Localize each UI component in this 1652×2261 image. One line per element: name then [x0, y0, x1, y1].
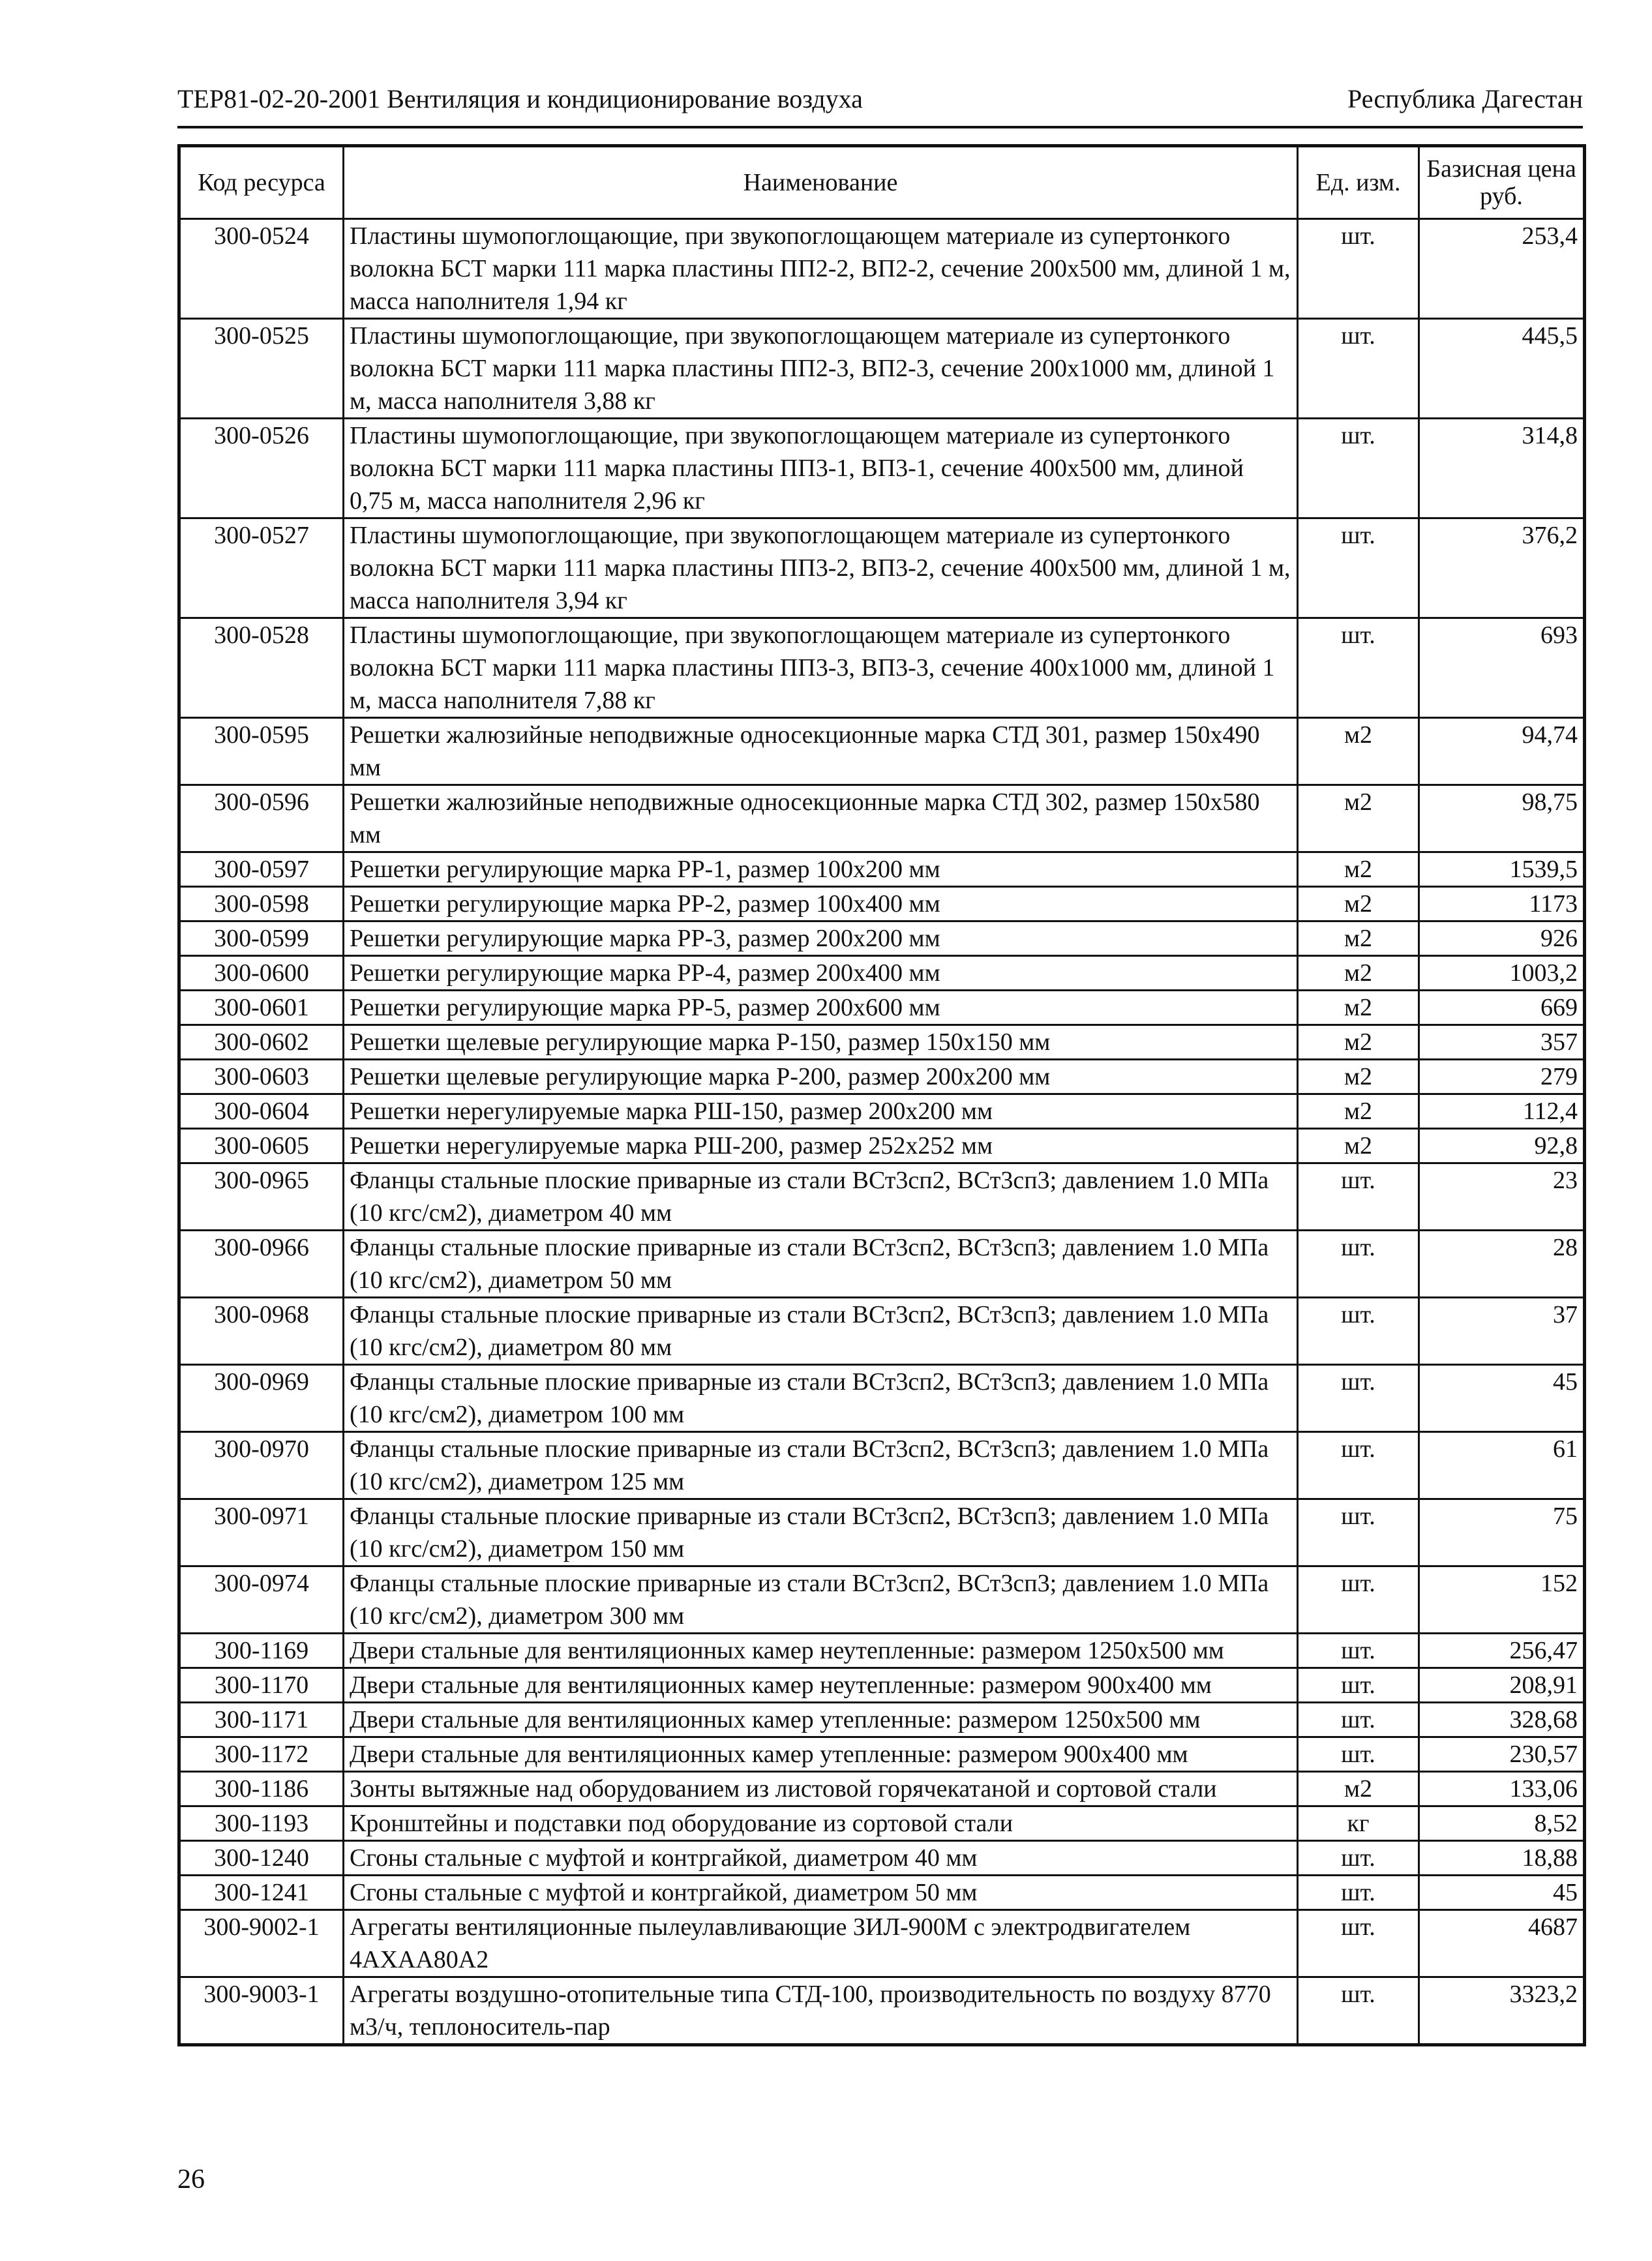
base-price-cell: 61 [1419, 1432, 1585, 1499]
resource-code-cell: 300-1172 [179, 1737, 344, 1772]
resource-name-cell: Решетки жалюзийные неподвижные односекционные марка СТД 301, размер 150х490 мм [344, 718, 1298, 785]
table-row [179, 785, 1585, 852]
table-row [179, 1668, 1585, 1703]
table-row [179, 1841, 1585, 1876]
base-price-cell: 1539,5 [1419, 852, 1585, 887]
resource-code-cell: 300-0602 [179, 1025, 344, 1060]
resource-code-cell: 300-0526 [179, 419, 344, 518]
unit-cell: шт. [1298, 219, 1419, 319]
table-row [179, 1703, 1585, 1737]
base-price-cell: 133,06 [1419, 1772, 1585, 1806]
resource-name-cell: Сгоны стальные с муфтой и контргайкой, диаметром 50 мм [344, 1876, 1298, 1910]
unit-cell: шт. [1298, 319, 1419, 419]
column-header-price: Базисная цена руб. [1419, 146, 1585, 219]
table-row [179, 1876, 1585, 1910]
base-price-cell: 23 [1419, 1163, 1585, 1231]
table-row [179, 1163, 1585, 1231]
resource-code-cell: 300-0605 [179, 1129, 344, 1163]
base-price-cell: 94,74 [1419, 718, 1585, 785]
table-row [179, 1737, 1585, 1772]
base-price-cell: 152 [1419, 1566, 1585, 1634]
resource-code-cell: 300-0527 [179, 518, 344, 618]
base-price-cell: 92,8 [1419, 1129, 1585, 1163]
unit-cell: шт. [1298, 618, 1419, 718]
unit-cell: м2 [1298, 1129, 1419, 1163]
resource-name-cell: Пластины шумопоглощающие, при звукопоглощающем материале из супертонкого волокна БСТ марки 111 марка пластины ПП3-3, ВП3-3, сечение 400х1000 мм, длиной 1 м, масса наполнителя 7,88 кг [344, 618, 1298, 718]
resource-code-cell: 300-0965 [179, 1163, 344, 1231]
resource-code-cell: 300-1193 [179, 1806, 344, 1841]
resource-code-cell: 300-0525 [179, 319, 344, 419]
resource-code-cell: 300-1171 [179, 1703, 344, 1737]
resource-code-cell: 300-0599 [179, 921, 344, 956]
resource-name-cell: Двери стальные для вентиляционных камер утепленные: размером 900х400 мм [344, 1737, 1298, 1772]
table-row [179, 852, 1585, 887]
resource-name-cell: Пластины шумопоглощающие, при звукопоглощающем материале из супертонкого волокна БСТ марки 111 марка пластины ПП2-2, ВП2-2, сечение 200х500 мм, длиной 1 м, масса наполнителя 1,94 кг [344, 219, 1298, 319]
unit-cell: шт. [1298, 1365, 1419, 1432]
resource-code-cell: 300-0595 [179, 718, 344, 785]
resource-name-cell: Решетки нерегулируемые марка РШ-200, размер 252х252 мм [344, 1129, 1298, 1163]
resource-name-cell: Решетки нерегулируемые марка РШ-150, размер 200х200 мм [344, 1094, 1298, 1129]
unit-cell: м2 [1298, 852, 1419, 887]
base-price-cell: 357 [1419, 1025, 1585, 1060]
resource-name-cell: Фланцы стальные плоские приварные из стали ВСт3сп2, ВСт3сп3; давлением 1.0 МПа (10 кгс/см2), диаметром 40 мм [344, 1163, 1298, 1231]
base-price-cell: 208,91 [1419, 1668, 1585, 1703]
column-header-name: Наименование [344, 146, 1298, 219]
resource-code-cell: 300-0966 [179, 1231, 344, 1298]
unit-cell: шт. [1298, 518, 1419, 618]
base-price-cell: 18,88 [1419, 1841, 1585, 1876]
resource-name-cell: Решетки регулирующие марка РР-3, размер 200х200 мм [344, 921, 1298, 956]
resource-name-cell: Фланцы стальные плоские приварные из стали ВСт3сп2, ВСт3сп3; давлением 1.0 МПа (10 кгс/см2), диаметром 150 мм [344, 1499, 1298, 1566]
resource-code-cell: 300-1186 [179, 1772, 344, 1806]
region-label: Республика Дагестан [1347, 84, 1583, 113]
unit-cell: шт. [1298, 1703, 1419, 1737]
base-price-cell: 75 [1419, 1499, 1585, 1566]
base-price-cell: 693 [1419, 618, 1585, 718]
base-price-cell: 45 [1419, 1876, 1585, 1910]
unit-cell: шт. [1298, 1737, 1419, 1772]
resource-code-cell: 300-0969 [179, 1365, 344, 1432]
base-price-cell: 279 [1419, 1060, 1585, 1094]
base-price-cell: 3323,2 [1419, 1977, 1585, 2045]
resource-name-cell: Кронштейны и подставки под оборудование из сортовой стали [344, 1806, 1298, 1841]
resource-code-cell: 300-0604 [179, 1094, 344, 1129]
unit-cell: шт. [1298, 1910, 1419, 1977]
unit-cell: шт. [1298, 1298, 1419, 1365]
resource-code-cell: 300-0600 [179, 956, 344, 991]
resource-code-cell: 300-0601 [179, 991, 344, 1025]
resource-code-cell: 300-0524 [179, 219, 344, 319]
table-row [179, 956, 1585, 991]
table-row [179, 419, 1585, 518]
table-row [179, 1634, 1585, 1668]
table-row [179, 991, 1585, 1025]
base-price-cell: 98,75 [1419, 785, 1585, 852]
resource-code-cell: 300-0968 [179, 1298, 344, 1365]
table-row [179, 518, 1585, 618]
unit-cell: м2 [1298, 1025, 1419, 1060]
resource-name-cell: Агрегаты воздушно-отопительные типа СТД-100, производительность по воздуху 8770 м3/ч, теплоноситель-пар [344, 1977, 1298, 2045]
resource-code-cell: 300-0528 [179, 618, 344, 718]
resource-name-cell: Фланцы стальные плоские приварные из стали ВСт3сп2, ВСт3сп3; давлением 1.0 МПа (10 кгс/см2), диаметром 300 мм [344, 1566, 1298, 1634]
resource-name-cell: Фланцы стальные плоские приварные из стали ВСт3сп2, ВСт3сп3; давлением 1.0 МПа (10 кгс/см2), диаметром 100 мм [344, 1365, 1298, 1432]
resource-name-cell: Двери стальные для вентиляционных камер неутепленные: размером 1250х500 мм [344, 1634, 1298, 1668]
resource-name-cell: Двери стальные для вентиляционных камер неутепленные: размером 900х400 мм [344, 1668, 1298, 1703]
resource-code-cell: 300-0596 [179, 785, 344, 852]
table-row [179, 1025, 1585, 1060]
table-row [179, 1231, 1585, 1298]
resource-name-cell: Решетки щелевые регулирующие марка Р-200, размер 200х200 мм [344, 1060, 1298, 1094]
resource-code-cell: 300-0598 [179, 887, 344, 921]
base-price-cell: 926 [1419, 921, 1585, 956]
base-price-cell: 4687 [1419, 1910, 1585, 1977]
table-row [179, 1499, 1585, 1566]
unit-cell: шт. [1298, 1163, 1419, 1231]
table-row [179, 887, 1585, 921]
column-header-code: Код ресурса [179, 146, 344, 219]
page-header [177, 83, 1583, 123]
resource-name-cell: Сгоны стальные с муфтой и контргайкой, диаметром 40 мм [344, 1841, 1298, 1876]
resource-name-cell: Агрегаты вентиляционные пылеулавливающие ЗИЛ-900М с электродвигателем 4АХАА80А2 [344, 1910, 1298, 1977]
resource-name-cell: Фланцы стальные плоские приварные из стали ВСт3сп2, ВСт3сп3; давлением 1.0 МПа (10 кгс/см2), диаметром 80 мм [344, 1298, 1298, 1365]
header-rule [177, 126, 1583, 128]
page-number: 26 [177, 2164, 205, 2194]
resource-code-cell: 300-9002-1 [179, 1910, 344, 1977]
unit-cell: м2 [1298, 718, 1419, 785]
resource-name-cell: Двери стальные для вентиляционных камер утепленные: размером 1250х500 мм [344, 1703, 1298, 1737]
resource-code-cell: 300-0974 [179, 1566, 344, 1634]
base-price-cell: 28 [1419, 1231, 1585, 1298]
resource-name-cell: Решетки регулирующие марка РР-4, размер 200х400 мм [344, 956, 1298, 991]
resource-name-cell: Фланцы стальные плоские приварные из стали ВСт3сп2, ВСт3сп3; давлением 1.0 МПа (10 кгс/см2), диаметром 125 мм [344, 1432, 1298, 1499]
base-price-cell: 376,2 [1419, 518, 1585, 618]
table-row [179, 1365, 1585, 1432]
resource-code-cell: 300-0971 [179, 1499, 344, 1566]
resource-name-cell: Решетки жалюзийные неподвижные односекционные марка СТД 302, размер 150х580 мм [344, 785, 1298, 852]
table-header-row [179, 146, 1585, 219]
resource-name-cell: Фланцы стальные плоские приварные из стали ВСт3сп2, ВСт3сп3; давлением 1.0 МПа (10 кгс/см2), диаметром 50 мм [344, 1231, 1298, 1298]
base-price-cell: 256,47 [1419, 1634, 1585, 1668]
table-row [179, 921, 1585, 956]
resource-code-cell: 300-0597 [179, 852, 344, 887]
base-price-cell: 37 [1419, 1298, 1585, 1365]
table-row [179, 219, 1585, 319]
base-price-cell: 230,57 [1419, 1737, 1585, 1772]
table-row [179, 1129, 1585, 1163]
unit-cell: м2 [1298, 785, 1419, 852]
document-title: ТЕР81-02-20-2001 Вентиляция и кондиционирование воздуха [177, 84, 863, 113]
unit-cell: м2 [1298, 1772, 1419, 1806]
table-row [179, 319, 1585, 419]
unit-cell: шт. [1298, 1876, 1419, 1910]
resource-code-cell: 300-1169 [179, 1634, 344, 1668]
table-row [179, 1298, 1585, 1365]
resource-name-cell: Решетки регулирующие марка РР-1, размер 100х200 мм [344, 852, 1298, 887]
table-body [179, 219, 1585, 2045]
resource-name-cell: Зонты вытяжные над оборудованием из листовой горячекатаной и сортовой стали [344, 1772, 1298, 1806]
table-row [179, 618, 1585, 718]
unit-cell: шт. [1298, 1231, 1419, 1298]
table-row [179, 1060, 1585, 1094]
resource-name-cell: Пластины шумопоглощающие, при звукопоглощающем материале из супертонкого волокна БСТ марки 111 марка пластины ПП2-3, ВП2-3, сечение 200х1000 мм, длиной 1 м, масса наполнителя 3,88 кг [344, 319, 1298, 419]
column-header-unit: Ед. изм. [1298, 146, 1419, 219]
resource-name-cell: Решетки щелевые регулирующие марка Р-150, размер 150х150 мм [344, 1025, 1298, 1060]
table-row [179, 1094, 1585, 1129]
resource-code-cell: 300-1241 [179, 1876, 344, 1910]
unit-cell: м2 [1298, 956, 1419, 991]
resource-code-cell: 300-1170 [179, 1668, 344, 1703]
table-row [179, 1566, 1585, 1634]
resource-code-cell: 300-9003-1 [179, 1977, 344, 2045]
unit-cell: м2 [1298, 921, 1419, 956]
base-price-cell: 314,8 [1419, 419, 1585, 518]
resource-name-cell: Пластины шумопоглощающие, при звукопоглощающем материале из супертонкого волокна БСТ марки 111 марка пластины ПП3-2, ВП3-2, сечение 400х500 мм, длиной 1 м, масса наполнителя 3,94 кг [344, 518, 1298, 618]
unit-cell: м2 [1298, 991, 1419, 1025]
resource-code-cell: 300-1240 [179, 1841, 344, 1876]
unit-cell: шт. [1298, 419, 1419, 518]
unit-cell: шт. [1298, 1634, 1419, 1668]
base-price-cell: 445,5 [1419, 319, 1585, 419]
unit-cell: кг [1298, 1806, 1419, 1841]
table-row [179, 1806, 1585, 1841]
unit-cell: шт. [1298, 1977, 1419, 2045]
unit-cell: м2 [1298, 887, 1419, 921]
resource-price-table [177, 144, 1586, 2046]
base-price-cell: 253,4 [1419, 219, 1585, 319]
unit-cell: шт. [1298, 1499, 1419, 1566]
unit-cell: шт. [1298, 1668, 1419, 1703]
unit-cell: шт. [1298, 1841, 1419, 1876]
table-row [179, 1977, 1585, 2045]
table-row [179, 1432, 1585, 1499]
base-price-cell: 328,68 [1419, 1703, 1585, 1737]
unit-cell: шт. [1298, 1566, 1419, 1634]
base-price-cell: 112,4 [1419, 1094, 1585, 1129]
resource-name-cell: Решетки регулирующие марка РР-2, размер 100х400 мм [344, 887, 1298, 921]
unit-cell: м2 [1298, 1094, 1419, 1129]
base-price-cell: 8,52 [1419, 1806, 1585, 1841]
resource-code-cell: 300-0603 [179, 1060, 344, 1094]
table-row [179, 1910, 1585, 1977]
base-price-cell: 669 [1419, 991, 1585, 1025]
resource-code-cell: 300-0970 [179, 1432, 344, 1499]
base-price-cell: 1173 [1419, 887, 1585, 921]
base-price-cell: 45 [1419, 1365, 1585, 1432]
table-row [179, 718, 1585, 785]
resource-name-cell: Решетки регулирующие марка РР-5, размер 200х600 мм [344, 991, 1298, 1025]
unit-cell: м2 [1298, 1060, 1419, 1094]
unit-cell: шт. [1298, 1432, 1419, 1499]
table-row [179, 1772, 1585, 1806]
base-price-cell: 1003,2 [1419, 956, 1585, 991]
resource-name-cell: Пластины шумопоглощающие, при звукопоглощающем материале из супертонкого волокна БСТ марки 111 марка пластины ПП3-1, ВП3-1, сечение 400х500 мм, длиной 0,75 м, масса наполнителя 2,96 кг [344, 419, 1298, 518]
